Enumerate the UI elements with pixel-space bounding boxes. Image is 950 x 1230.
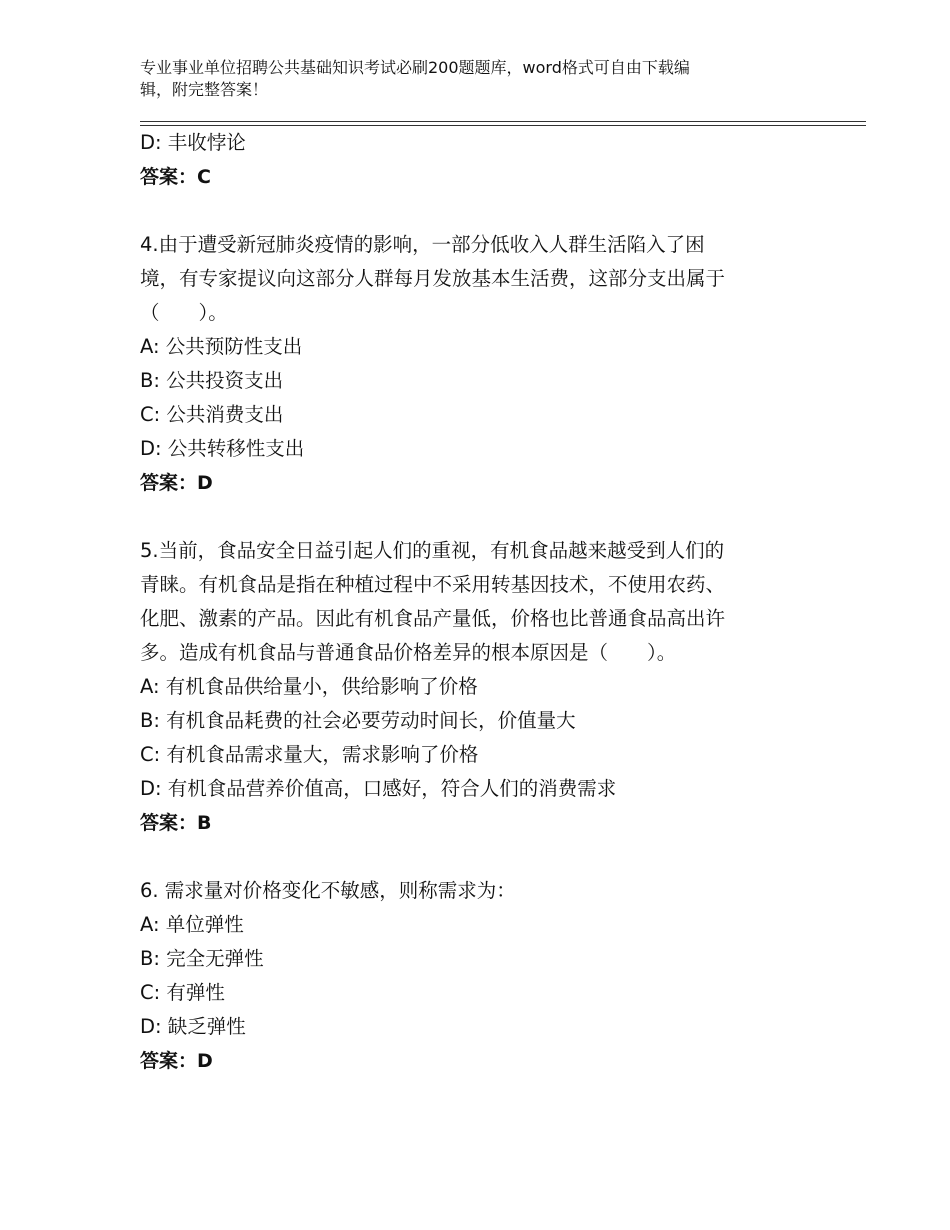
question-stem-line: 青睐。有机食品是指在种植过程中不采用转基因技术，不使用农药、 <box>140 573 726 596</box>
option-c: C: 公共消费支出 <box>140 403 284 426</box>
option-c: C: 有弹性 <box>140 981 225 1004</box>
question-stem-line: 6. 需求量对价格变化不敏感，则称需求为： <box>140 879 516 902</box>
header-line-1: 专业事业单位招聘公共基础知识考试必刷200题题库，word格式可自由下载编 <box>140 58 690 77</box>
option-d: D: 缺乏弹性 <box>140 1015 246 1038</box>
question-stem-line: 4.由于遭受新冠肺炎疫情的影响，一部分低收入人群生活陷入了困 <box>140 233 705 256</box>
option-c: C: 有机食品需求量大，需求影响了价格 <box>140 743 479 766</box>
header-line-2: 辑，附完整答案！ <box>140 80 269 99</box>
spacer <box>140 194 840 228</box>
document-body <box>140 126 840 1078</box>
question-stem-line: （ ）。 <box>140 301 228 324</box>
spacer <box>140 500 840 534</box>
question-stem-line: 多。造成有机食品与普通食品价格差异的根本原因是（ ）。 <box>140 641 677 664</box>
option-d: D: 公共转移性支出 <box>140 437 305 460</box>
question-4 <box>140 228 840 500</box>
option-d: D: 有机食品营养价值高，口感好，符合人们的消费需求 <box>140 777 617 800</box>
answer: 答案：D <box>140 1050 213 1072</box>
option-b: B: 有机食品耗费的社会必要劳动时间长，价值量大 <box>140 709 576 732</box>
question-6 <box>140 874 840 1078</box>
option-a: A: 公共预防性支出 <box>140 335 303 358</box>
option-d-prev: D: 丰收悖论 <box>140 131 246 154</box>
option-a: A: 单位弹性 <box>140 913 244 936</box>
answer: 答案：B <box>140 812 212 834</box>
question-5 <box>140 534 840 840</box>
header-rule-top <box>140 121 866 122</box>
question-stem-line: 化肥、激素的产品。因此有机食品产量低，价格也比普通食品高出许 <box>140 607 726 630</box>
question-stem-line: 5.当前，食品安全日益引起人们的重视，有机食品越来越受到人们的 <box>140 539 725 562</box>
document-header <box>140 57 800 101</box>
question-stem-line: 境，有专家提议向这部分人群每月发放基本生活费，这部分支出属于 <box>140 267 726 290</box>
spacer <box>140 840 840 874</box>
option-b: B: 完全无弹性 <box>140 947 264 970</box>
answer-prev: 答案：C <box>140 166 211 188</box>
answer: 答案：D <box>140 472 213 494</box>
option-a: A: 有机食品供给量小，供给影响了价格 <box>140 675 478 698</box>
option-b: B: 公共投资支出 <box>140 369 284 392</box>
